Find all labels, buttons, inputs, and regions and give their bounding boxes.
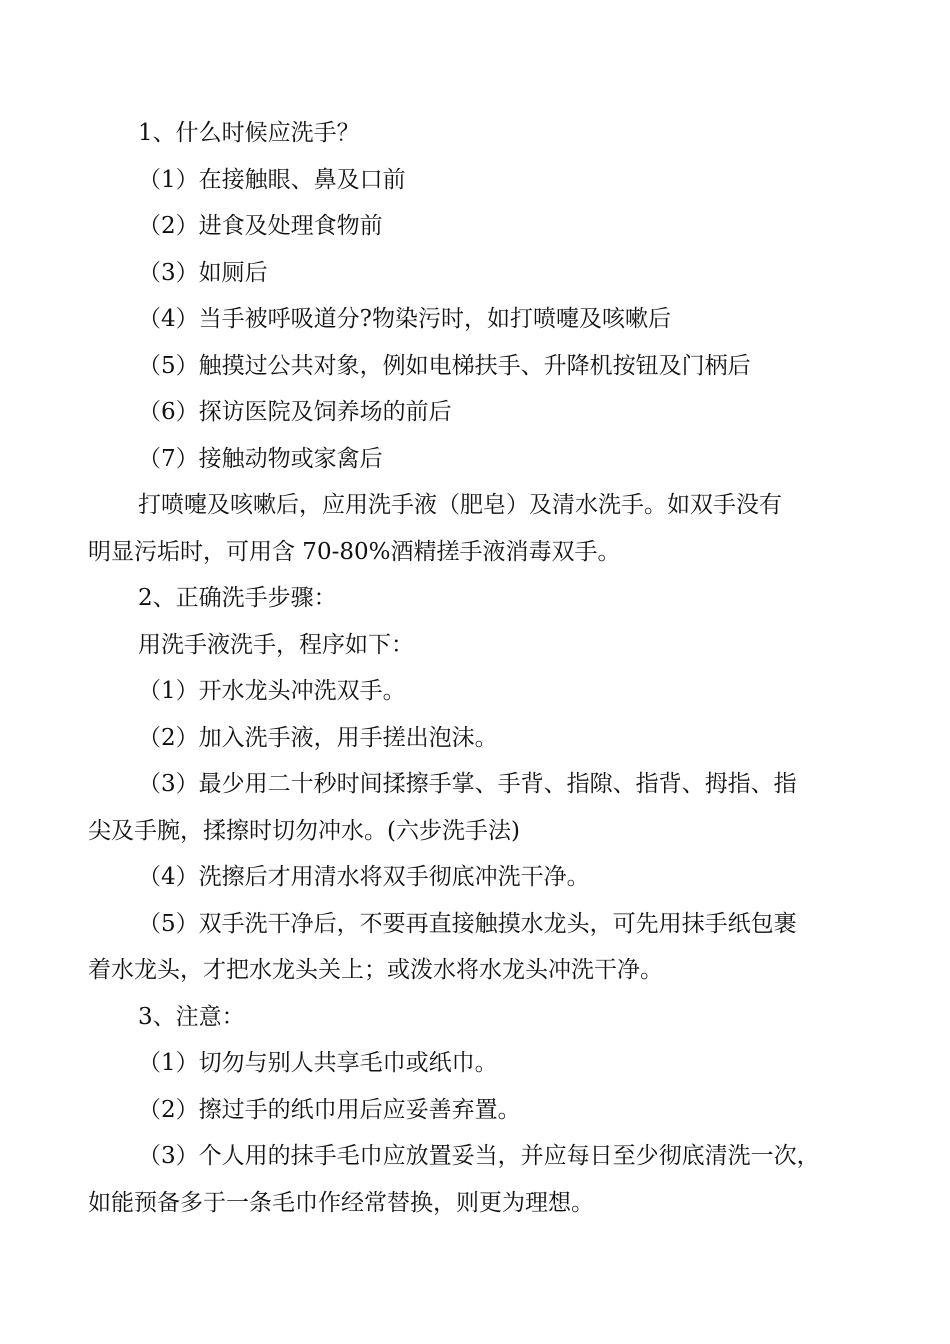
section3-item-3-line1: （3）个人用的抹手毛巾应放置妥当，并应每日至少彻底清洗一次， xyxy=(138,1143,820,1169)
section1-item-2: （2）进食及处理食物前 xyxy=(138,213,383,239)
section3-item-2: （2）擦过手的纸巾用后应妥善弃置。 xyxy=(138,1096,521,1123)
section3-heading: 3、注意： xyxy=(138,1003,245,1030)
section1-item-5: （5）触摸过公共对象，例如电梯扶手、升降机按钮及门柄后 xyxy=(138,352,751,379)
section1-item-4: （4）当手被呼吸道分?物染污时，如打喷嚏及咳嗽后 xyxy=(138,306,671,332)
section3-item-1: （1）切勿与别人共享毛巾或纸巾。 xyxy=(138,1050,498,1076)
section3-item-3-line2: 如能预备多于一条毛巾作经常替换，则更为理想。 xyxy=(88,1189,594,1216)
section2-step-1: （1）开水龙头冲洗双手。 xyxy=(138,678,406,704)
section2-step-3-line1: （3）最少用二十秒时间揉擦手掌、手背、指隙、指背、拇指、指 xyxy=(138,771,797,797)
section2-step-5-line1: （5）双手洗干净后，不要再直接触摸水龙头，可先用抹手纸包裹 xyxy=(138,910,797,937)
section2-step-5-line2: 着水龙头，才把水龙头关上；或泼水将水龙头冲洗干净。 xyxy=(88,957,663,983)
section2-step-2: （2）加入洗手液，用手搓出泡沫。 xyxy=(138,724,498,751)
section1-item-3: （3）如厕后 xyxy=(138,259,268,286)
section2-intro: 用洗手液洗手，程序如下： xyxy=(138,631,414,658)
section1-heading: 1、什么时候应洗手？ xyxy=(138,120,360,146)
section1-item-1: （1）在接触眼、鼻及口前 xyxy=(138,166,406,193)
section1-note-line1: 打喷嚏及咳嗽后，应用洗手液（肥皂）及清水洗手。如双手没有 xyxy=(138,492,782,518)
section2-heading: 2、正确洗手步骤： xyxy=(138,585,337,611)
section1-item-6: （6）探访医院及饲养场的前后 xyxy=(138,399,452,425)
section1-item-7: （7）接触动物或家禽后 xyxy=(138,445,383,472)
section2-step-3-line2: 尖及手腕，揉擦时切勿冲水。(六步洗手法) xyxy=(88,817,520,844)
section1-note-line2: 明显污垢时，可用含 70-80%酒精搓手液消毒双手。 xyxy=(88,538,621,565)
section2-step-4: （4）洗擦后才用清水将双手彻底冲洗干净。 xyxy=(138,864,590,890)
